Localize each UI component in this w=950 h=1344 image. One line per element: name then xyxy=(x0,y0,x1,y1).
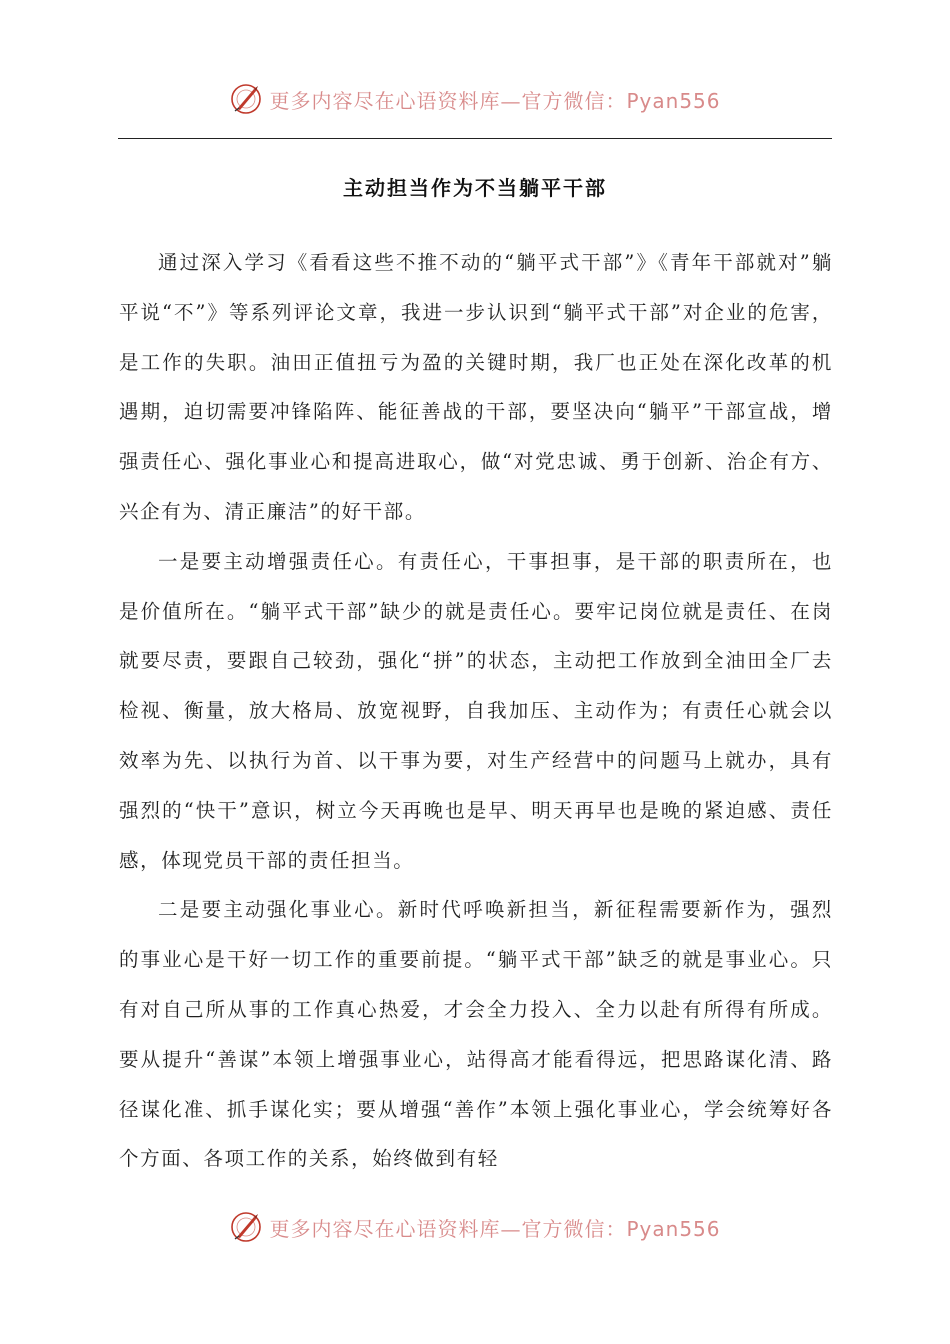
banner-wechat-id: Pyan556 xyxy=(626,1216,721,1241)
quill-pen-logo-icon xyxy=(229,1210,263,1244)
paragraph-dedication: 二是要主动强化事业心。新时代呼唤新担当，新征程需要新作为，强烈的事业心是干好一切工作的重要前提。“躺平式干部”缺乏的就是事业心。只有对自己所从事的工作真心热爱，才会全力投入、全力以赴有所得有所成。要从提升“善谋”本领上增强事业心，站得高才能看得远，把思路谋化清、路径谋化准、抓手谋化实；要从增强“善作”本领上强化事业心，学会统筹好各个方面、各项工作的关系，始终做到有轻 xyxy=(119,898,833,1171)
document-title: 主动担当作为不当躺平干部 xyxy=(343,176,607,200)
banner-wechat-id: Pyan556 xyxy=(626,88,721,113)
header-banner xyxy=(0,82,950,116)
document-body xyxy=(119,238,833,1184)
banner-main-text: 更多内容尽在心语资料库—官方微信： xyxy=(269,1216,627,1241)
banner-main-text: 更多内容尽在心语资料库—官方微信： xyxy=(269,88,627,113)
paragraph-responsibility: 一是要主动增强责任心。有责任心，干事担事，是干部的职责所在，也是价值所在。“躺平式干部”缺少的就是责任心。要牢记岗位就是责任、在岗就要尽责，要跟自己较劲，强化“拼”的状态，主动把工作放到全油田全厂去检视、衡量，放大格局、放宽视野，自我加压、主动作为；有责任心就会以效率为先、以执行为首、以干事为要，对生产经营中的问题马上就办，具有强烈的“快干”意识，树立今天再晚也是早、明天再早也是晚的紧迫感、责任感，体现党员干部的责任担当。 xyxy=(119,549,833,872)
footer-banner xyxy=(0,1210,950,1244)
banner-text xyxy=(269,85,720,114)
banner-text xyxy=(269,1213,720,1242)
paragraph-intro: 通过深入学习《看看这些不推不动的“躺平式干部”》《青年干部就对”躺平说“不”》等系列评论文章，我进一步认识到“躺平式干部”对企业的危害，是工作的失职。油田正值扭亏为盈的关键时期，我厂也正处在深化改革的机遇期，迫切需要冲锋陷阵、能征善战的干部，要坚决向“躺平”干部宣战，增强责任心、强化事业心和提高进取心，做“对党忠诚、勇于创新、治企有方、兴企有为、清正廉洁”的好干部。 xyxy=(119,251,833,523)
header-divider xyxy=(118,138,832,139)
quill-pen-logo-icon xyxy=(229,82,263,116)
